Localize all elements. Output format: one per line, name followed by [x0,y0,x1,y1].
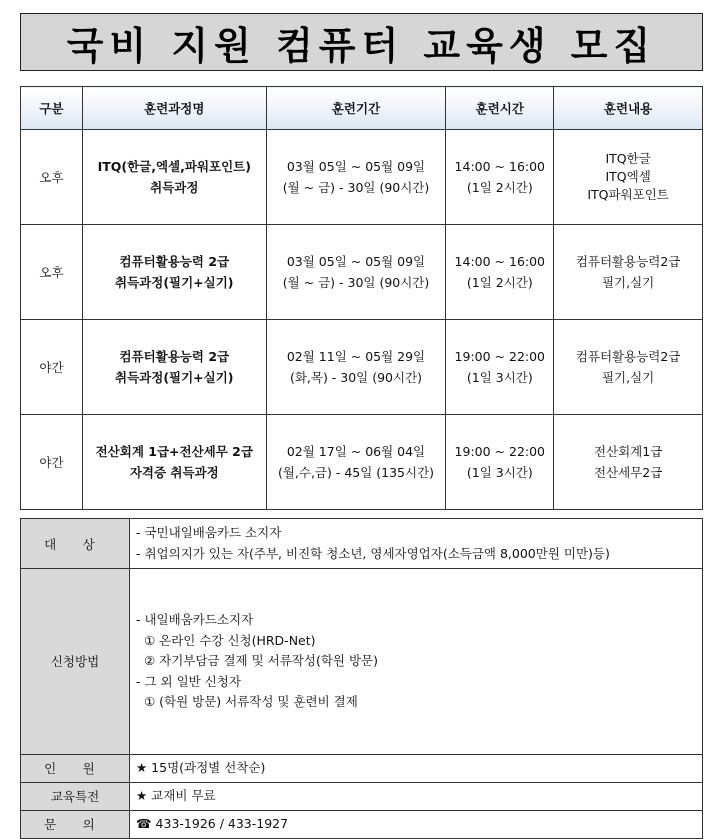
table-row [21,225,703,320]
cell-course-name: ITQ(한글,엑셀,파워포인트) 취득과정 [82,130,266,225]
info-row-contact [21,810,703,838]
cell-period: 02월 11일 ~ 05월 29일 (화,목) - 30일 (90시간) [266,320,446,415]
info-row-target [21,519,703,569]
info-content-contact: ☎ 433-1926 / 433-1927 [130,810,703,838]
cell-time: 19:00 ~ 22:00 (1일 3시간) [446,320,554,415]
header-course-name: 훈련과정명 [82,87,266,130]
header-period: 훈련기간 [266,87,446,130]
info-label-contact: 문 의 [21,810,130,838]
cell-content: ITQ한글 ITQ엑셀 ITQ파워포인트 [554,130,703,225]
cell-period: 03월 05일 ~ 05월 09일 (월 ~ 금) - 30일 (90시간) [266,130,446,225]
cell-type: 야간 [21,320,83,415]
cell-period: 02월 17일 ~ 06월 04일 (월,수,금) - 45일 (135시간) [266,415,446,510]
cell-course-name: 전산회계 1급+전산세무 2급 자격증 취득과정 [82,415,266,510]
info-label-application: 신청방법 [21,569,130,755]
cell-time: 19:00 ~ 22:00 (1일 3시간) [446,415,554,510]
info-content-benefit: ★ 교재비 무료 [130,782,703,810]
cell-time: 14:00 ~ 16:00 (1일 2시간) [446,130,554,225]
info-label-benefit: 교육특전 [21,782,130,810]
course-table [20,86,703,510]
cell-content: 컴퓨터활용능력2급 필기,실기 [554,320,703,415]
table-row [21,415,703,510]
cell-type: 오후 [21,130,83,225]
cell-type: 야간 [21,415,83,510]
info-row-benefit [21,782,703,810]
cell-course-name: 컴퓨터활용능력 2급 취득과정(필기+실기) [82,320,266,415]
info-row-capacity [21,754,703,782]
header-content: 훈련내용 [554,87,703,130]
cell-course-name: 컴퓨터활용능력 2급 취득과정(필기+실기) [82,225,266,320]
cell-period: 03월 05일 ~ 05월 09일 (월 ~ 금) - 30일 (90시간) [266,225,446,320]
course-table-header-row [21,87,703,130]
header-type: 구분 [21,87,83,130]
info-label-capacity: 인 원 [21,754,130,782]
info-content-target: - 국민내일배움카드 소지자 - 취업의지가 있는 자(주부, 비진학 청소년, 영세자영업자(소득금액 8,000만원 미만)등) [130,519,703,569]
info-row-application [21,569,703,755]
info-content-application: - 내일배움카드소지자 ① 온라인 수강 신청(HRD-Net) ② 자기부담금 결제 및 서류작성(학원 방문) - 그 외 일반 신청자 ① (학원 방문) 서류작성 및 훈련비 결제 [130,569,703,755]
cell-time: 14:00 ~ 16:00 (1일 2시간) [446,225,554,320]
info-content-capacity: ★ 15명(과정별 선착순) [130,754,703,782]
header-time: 훈련시간 [446,87,554,130]
cell-content: 컴퓨터활용능력2급 필기,실기 [554,225,703,320]
cell-type: 오후 [21,225,83,320]
table-row [21,320,703,415]
page-title-text: 국비 지원 컴퓨터 교육생 모집 [66,23,657,68]
page-title [20,13,703,71]
cell-content: 전산회계1급 전산세무2급 [554,415,703,510]
info-label-target: 대 상 [21,519,130,569]
info-table [20,518,703,839]
table-row [21,130,703,225]
